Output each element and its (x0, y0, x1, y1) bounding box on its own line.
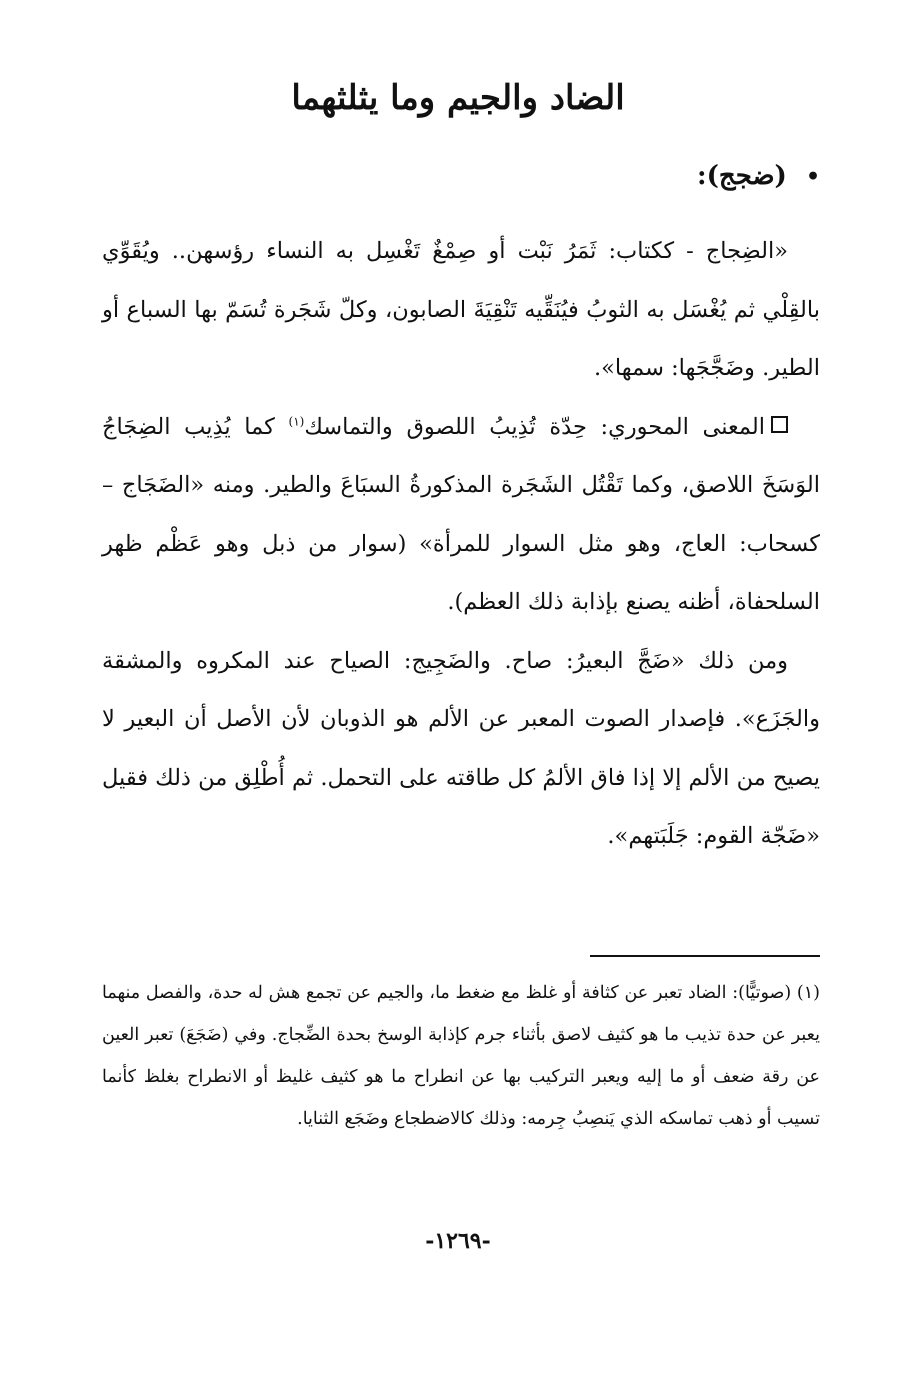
bullet-icon: • (805, 164, 820, 190)
definition-paragraph: «الضِجاج - ككتاب: ثَمَرُ نَبْت أو صِمْغٌ تَغْسِل به النساء رؤسهن.. ويُقَوِّي بالقِلْي ثم يُغْسَل به الثوبُ فيُنَقِّيه تَنْقِيَةَ الصابون، وكلّ شَجَرة تُسَمّ بها السباع أو الطير. وضَجَّجَها: سمها». (102, 238, 820, 381)
core-meaning-label: المعنى المحوري: (600, 413, 766, 440)
page-number: -١٢٦٩- (425, 1228, 491, 1254)
core-meaning-paragraph (102, 398, 820, 632)
footnote-ref[interactable]: (١) (288, 414, 305, 428)
square-box-icon (771, 416, 788, 433)
core-meaning-text-b: كما يُذِيب الضِجَاجُ الوَسَخَ اللاصق، وكما تَقْتُل الشَجَرة المذكورةُ السبَاعَ والطير. ومنه «الضَجَاج – كسحاب: العاج، وهو مثل السوار للمرأة» (سوار من ذبل وهو عَظْم ظهر السلحفاة، أظنه يصنع بإذابة ذلك العظم). (102, 413, 820, 615)
entry-root: (ضجج): (697, 161, 787, 191)
entry-body (102, 222, 820, 866)
footnote-divider (590, 955, 820, 957)
derivation-paragraph: ومن ذلك «ضَجَّ البعيرُ: صاح. والضَجِيج: الصياح عند المكروه والمشقة والجَزَع». فإصدار الصوت المعبر عن الألم هو الذوبان لأن الأصل أن البعير لا يصيح من الألم إلا إذا فاق الألمُ كل طاقته على التحمل. ثم أُطْلِق من ذلك فقيل «ضَجّة القوم: جَلَبَتهم». (101, 647, 820, 849)
footnote-section (102, 972, 820, 1140)
entry-heading (697, 160, 820, 194)
chapter-title: الضاد والجيم وما يثلثهما (291, 78, 625, 118)
core-meaning-text-a: حِدّة تُذِيبُ اللصوق والتماسك (304, 413, 601, 440)
footnote-text: (١) (صوتيًّا): الضاد تعبر عن كثافة أو غلظ مع ضغط ما، والجيم عن تجمع هش له حدة، والفصل منهما يعبر عن حدة تذيب ما هو كثيف لاصق بأثناء جرم كإذابة الوسخ بحدة الضِّجاج. وفي (ضَجَعَ) تعبر العين عن رقة ضعف أو ما إليه ويعبر التركيب بها عن انطراح ما هو كثيف غليظ أو الانطراح بغلظ كأنما تسيب أو ذهب تماسكه الذي يَنصِبُ جِرمه: وذلك كالاضطجاع وضَجَع الثنايا. (102, 983, 820, 1129)
